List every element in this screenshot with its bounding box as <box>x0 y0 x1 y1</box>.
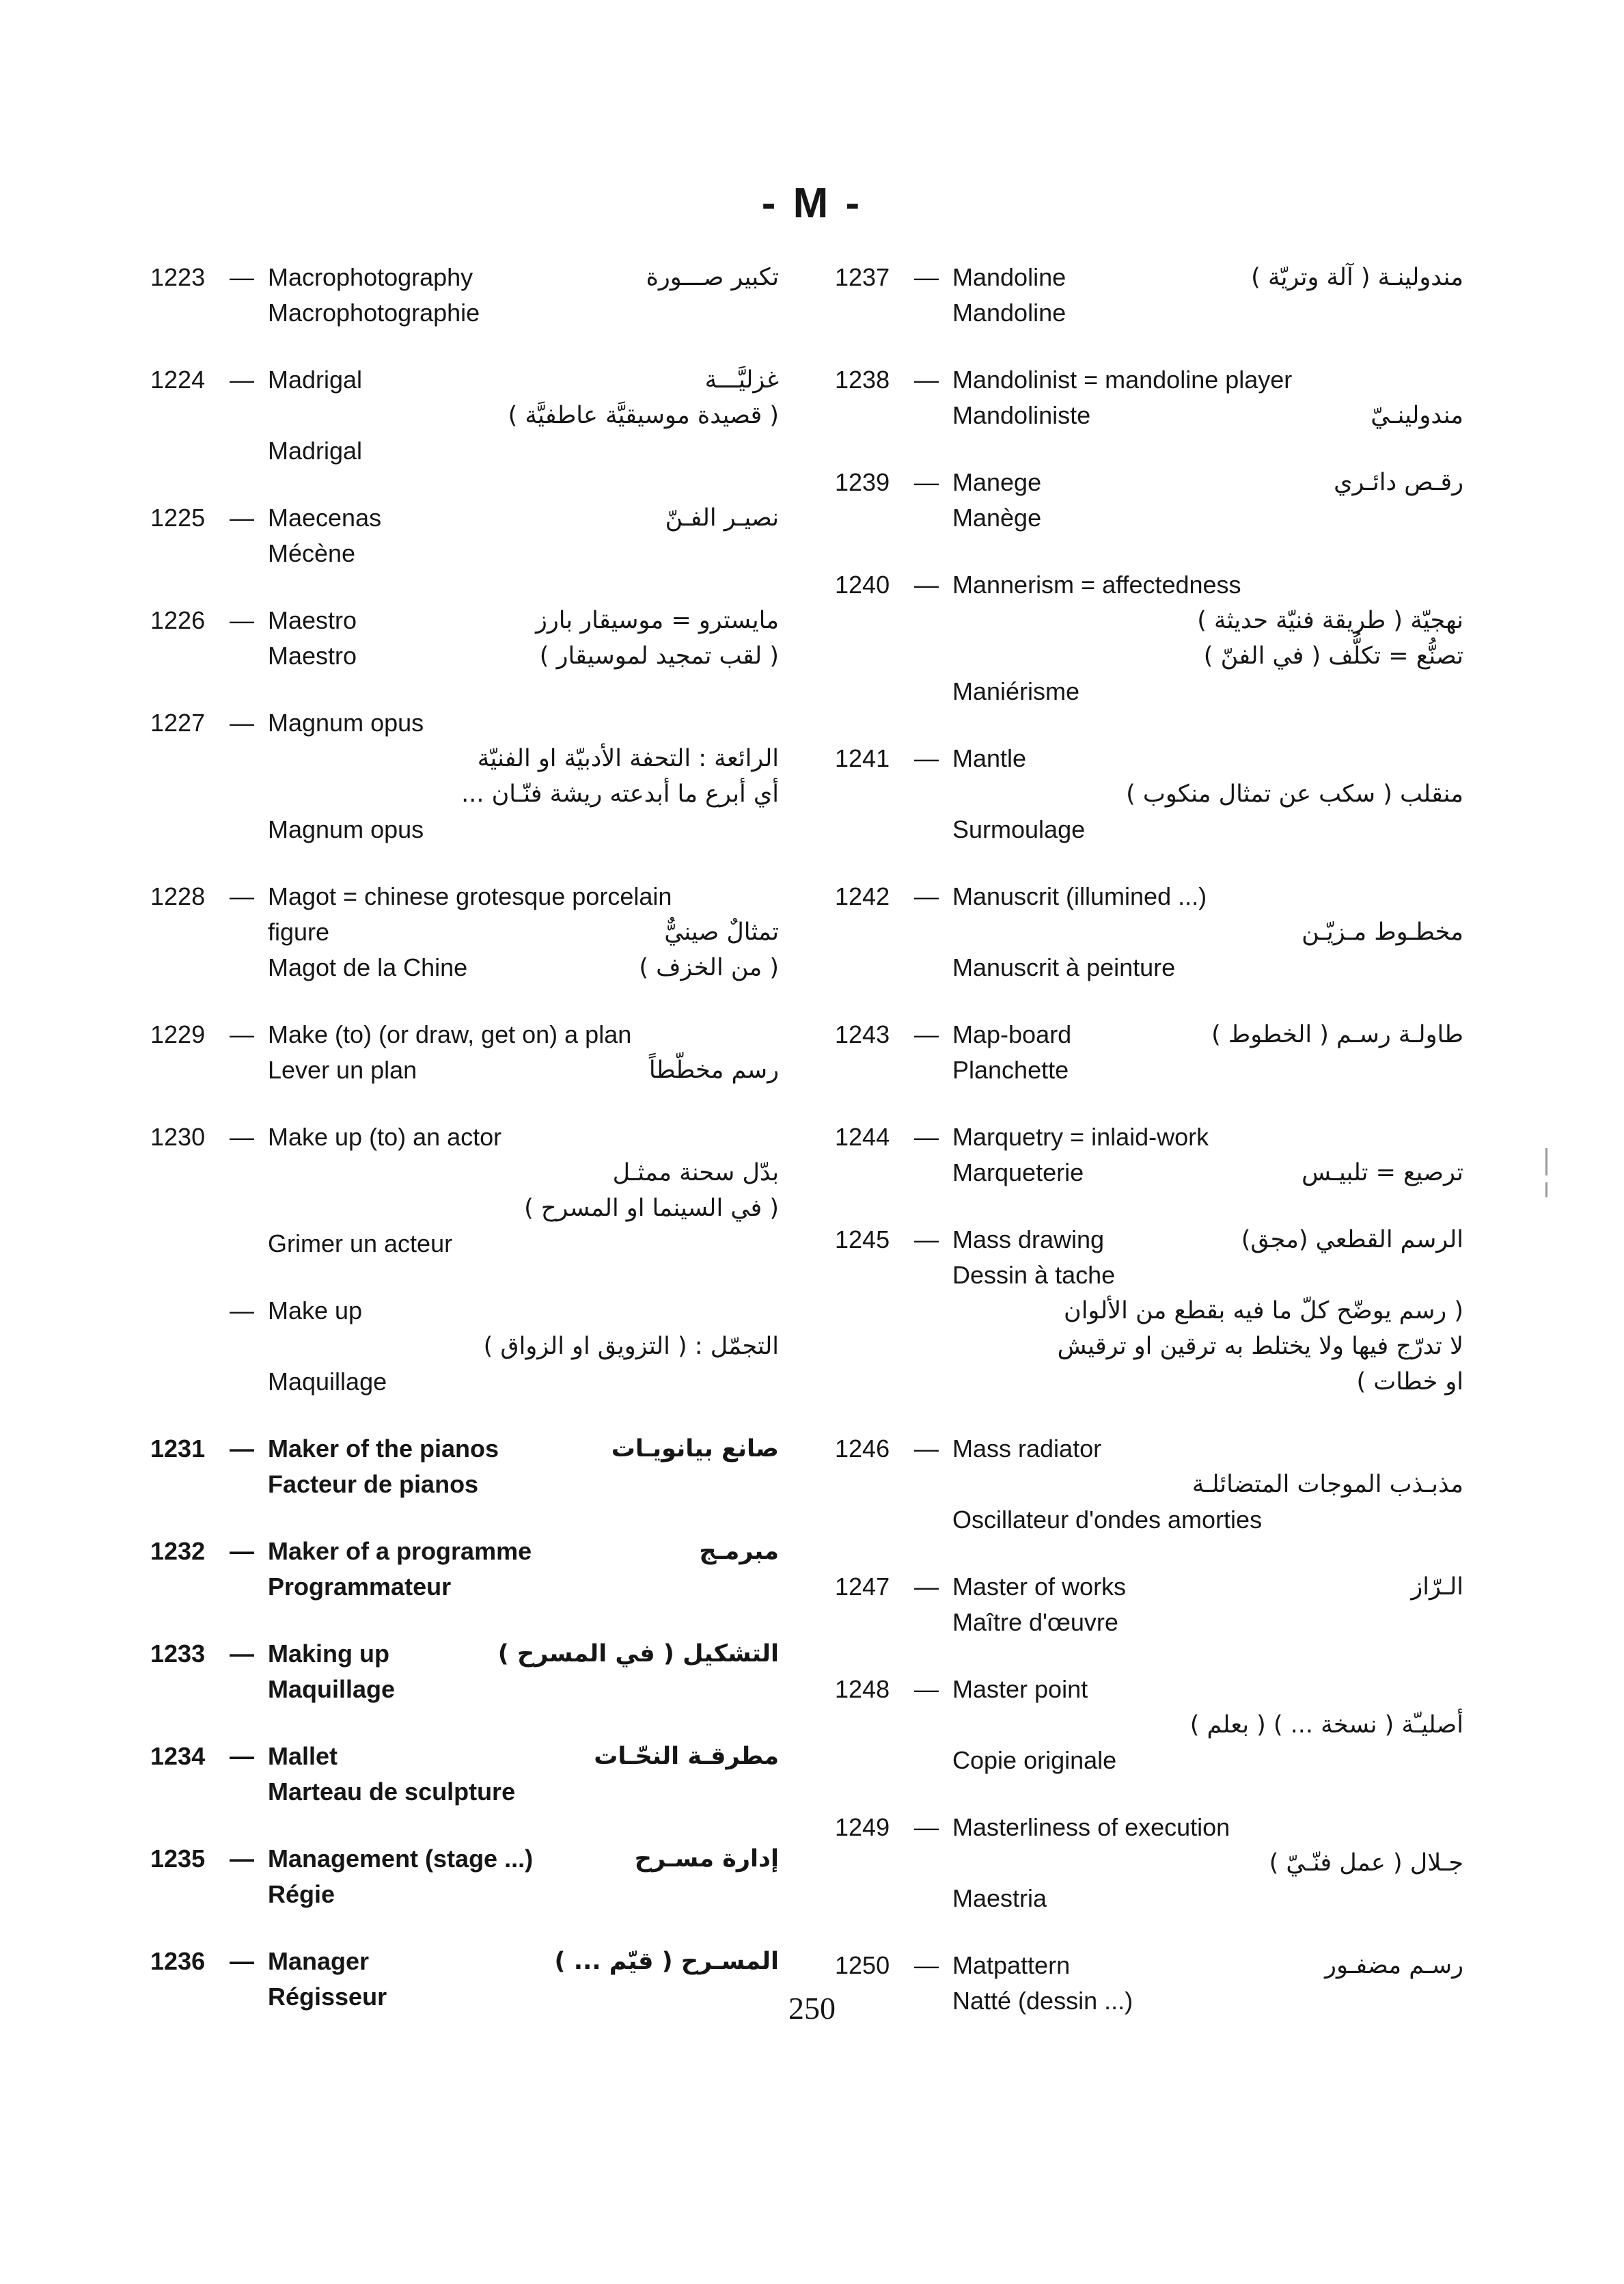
entry-line <box>835 741 1463 776</box>
entry-number: 1245 <box>835 1225 890 1253</box>
dictionary-entry <box>835 465 1463 536</box>
entry-line <box>150 1569 779 1605</box>
entry-translation: Oscillateur d'ondes amorties <box>952 1506 1263 1534</box>
dictionary-entry <box>150 1431 779 1502</box>
entry-term: Magnum opus <box>268 709 424 737</box>
entry-arabic: صانع بيانويـات <box>611 1435 779 1463</box>
entry-number: 1238 <box>835 366 890 394</box>
entry-term: Master of works <box>952 1573 1127 1601</box>
entry-number: 1223 <box>150 263 206 291</box>
entry-arabic: رقـص دائـري <box>1334 469 1463 496</box>
scan-mark <box>1545 1148 1547 1175</box>
entry-arabic: بدّل سحنة ممثـل <box>612 1159 779 1186</box>
entry-dash: — <box>914 1020 939 1048</box>
scan-mark <box>1545 1182 1547 1197</box>
entry-translation: Maestro <box>268 642 357 670</box>
right-column <box>835 260 1463 2050</box>
entry-translation: Copie originale <box>952 1746 1117 1774</box>
dictionary-entry <box>835 362 1463 433</box>
dictionary-entry <box>150 705 779 847</box>
entry-number: 1249 <box>835 1813 890 1841</box>
entry-arabic: غزليَّـــة <box>704 366 779 394</box>
entry-line <box>150 1431 779 1467</box>
entry-line <box>150 1364 779 1400</box>
entry-line <box>150 398 779 433</box>
entry-line <box>835 1119 1463 1155</box>
entry-dash: — <box>230 1435 254 1463</box>
dictionary-entry <box>835 879 1463 985</box>
entry-line <box>835 1052 1463 1088</box>
entry-number: 1239 <box>835 468 890 496</box>
entry-term: Mallet <box>268 1742 338 1770</box>
entry-dash: — <box>914 1435 939 1463</box>
entry-line <box>835 1707 1463 1743</box>
entry-line <box>835 1222 1463 1257</box>
entry-number: 1226 <box>150 606 206 634</box>
entry-dash: — <box>914 1675 939 1703</box>
entry-dash: — <box>914 366 939 394</box>
entry-line <box>150 1774 779 1810</box>
entry-term: Masterliness of execution <box>952 1813 1230 1841</box>
entry-arabic: ( قصيدة موسيقيَّة عاطفيَّة ) <box>508 402 779 429</box>
entry-line <box>150 1877 779 1912</box>
dictionary-entry <box>835 1672 1463 1778</box>
entry-arabic: تصنُّع = تكلُّف ( في الفنّ ) <box>1203 642 1463 670</box>
entry-arabic: الرسم القطعي (مجق) <box>1241 1226 1463 1253</box>
entry-arabic: مطرقـة النحّـات <box>594 1743 779 1770</box>
entry-line <box>835 567 1463 603</box>
entry-dash: — <box>230 1537 254 1565</box>
entry-arabic: المسـرح ( قيّم ... ) <box>554 1948 779 1975</box>
entry-number: 1242 <box>835 882 890 910</box>
dictionary-entry <box>150 1636 779 1707</box>
entry-line <box>835 500 1463 536</box>
section-letter-heading: - M - <box>761 180 863 227</box>
entry-line <box>150 776 779 812</box>
entry-number: 1243 <box>835 1020 890 1048</box>
entry-dash: — <box>230 504 254 532</box>
entry-dash: — <box>914 744 939 772</box>
entry-dash: — <box>914 263 939 291</box>
dictionary-entry <box>150 1293 779 1400</box>
entry-line <box>835 1017 1463 1052</box>
entry-line <box>835 465 1463 500</box>
entry-arabic: لا تدرّج فيها ولا يختلط به ترقين او ترقيش <box>1057 1333 1463 1360</box>
entry-line <box>150 879 779 914</box>
entry-dash: — <box>230 263 254 291</box>
entry-term: Maecenas <box>268 504 382 532</box>
entry-line <box>835 1672 1463 1707</box>
dictionary-entry <box>835 1017 1463 1088</box>
entry-term: Making up <box>268 1640 389 1668</box>
entry-line <box>150 1293 779 1329</box>
dictionary-entry <box>150 1841 779 1912</box>
entry-number: 1225 <box>150 504 206 532</box>
entry-dash: — <box>230 606 254 634</box>
entry-line <box>835 295 1463 331</box>
dictionary-entry <box>150 1119 779 1262</box>
entry-term: Manuscrit (illumined ...) <box>952 882 1207 910</box>
entry-line <box>835 260 1463 295</box>
entry-line <box>835 879 1463 914</box>
entry-arabic: طاولـة رسـم ( الخطوط ) <box>1211 1021 1463 1048</box>
entry-term: Manege <box>952 468 1042 496</box>
left-column <box>150 260 779 2046</box>
entry-line <box>150 500 779 536</box>
entry-dash: — <box>230 1947 254 1975</box>
entry-dash: — <box>230 1742 254 1770</box>
entry-arabic: رسـم مضفـور <box>1325 1952 1463 1979</box>
entry-arabic: إدارة مسـرح <box>634 1845 779 1873</box>
entry-dash: — <box>914 1123 939 1151</box>
entry-line <box>150 638 779 674</box>
dictionary-entry <box>150 362 779 469</box>
entry-term: Mandoline <box>952 263 1066 291</box>
dictionary-entry <box>835 260 1463 331</box>
entry-line <box>150 536 779 571</box>
entry-line <box>835 398 1463 433</box>
entry-number: 1228 <box>150 882 206 910</box>
entry-arabic: أي أبرع ما أبدعته ريشة فنّـان ... <box>461 780 779 808</box>
entry-term: Mass drawing <box>952 1225 1105 1253</box>
entry-dash: — <box>914 468 939 496</box>
entry-dash: — <box>230 882 254 910</box>
entry-translation: Maniérisme <box>952 677 1080 705</box>
entry-translation: Surmoulage <box>952 815 1086 843</box>
entry-number: 1231 <box>150 1435 206 1463</box>
entry-term: Macrophotography <box>268 263 473 291</box>
entry-term: Make up (to) an actor <box>268 1123 502 1151</box>
entry-arabic: مندولينـة ( آلة وتريّة ) <box>1251 264 1463 291</box>
entry-line <box>150 433 779 469</box>
entry-line <box>150 705 779 741</box>
entry-line <box>835 914 1463 950</box>
entry-translation: Maître d'œuvre <box>952 1608 1118 1636</box>
entry-line <box>835 362 1463 398</box>
entry-term: Maker of a programme <box>268 1537 532 1565</box>
entry-translation: Maquillage <box>268 1368 387 1396</box>
entry-arabic: ( في السينما او المسرح ) <box>524 1195 779 1222</box>
entry-line <box>835 1948 1463 1983</box>
entry-translation: Macrophotographie <box>268 299 480 327</box>
dictionary-entry <box>150 500 779 571</box>
entry-line <box>150 914 779 950</box>
entry-number: 1224 <box>150 366 206 394</box>
entry-line <box>835 1845 1463 1881</box>
entry-line <box>835 674 1463 709</box>
entry-dash: — <box>230 1845 254 1873</box>
entry-arabic: مخطـوط مـزيّـن <box>1302 919 1463 946</box>
entry-line <box>150 1636 779 1672</box>
entry-arabic: نصيـر الفـنّ <box>665 504 779 532</box>
dictionary-entry <box>835 741 1463 847</box>
entry-dash: — <box>230 1123 254 1151</box>
entry-translation: Régisseur <box>268 1983 387 2011</box>
entry-translation: Magot de la Chine <box>268 953 468 981</box>
entry-line <box>835 812 1463 847</box>
entry-line <box>835 603 1463 638</box>
entry-line <box>150 1191 779 1226</box>
entry-line <box>835 1881 1463 1916</box>
entry-arabic: تكبير صـــورة <box>646 264 779 291</box>
entry-line <box>150 1155 779 1191</box>
entry-term: Management (stage ...) <box>268 1845 534 1873</box>
entry-term: Maker of the pianos <box>268 1435 499 1463</box>
entry-dash: — <box>230 1020 254 1048</box>
dictionary-entry <box>835 1119 1463 1191</box>
entry-translation: Mandoliniste <box>952 401 1091 429</box>
entry-line <box>835 638 1463 674</box>
entry-line <box>835 1155 1463 1191</box>
entry-term: Madrigal <box>268 366 363 394</box>
entry-arabic: مبرمـج <box>699 1538 779 1565</box>
entry-line <box>150 362 779 398</box>
entry-number: 1233 <box>150 1640 206 1668</box>
entry-line <box>835 1605 1463 1640</box>
entry-dash: — <box>230 366 254 394</box>
entry-translation: figure <box>268 918 330 946</box>
entry-term: Mass radiator <box>952 1435 1102 1463</box>
entry-line <box>150 1944 779 1979</box>
entry-line <box>150 1739 779 1774</box>
entry-number: 1248 <box>835 1675 890 1703</box>
entry-number: 1234 <box>150 1742 206 1770</box>
entry-dash: — <box>914 1813 939 1841</box>
entry-number: 1235 <box>150 1845 206 1873</box>
entry-dash: — <box>230 709 254 737</box>
entry-translation: Mécène <box>268 539 356 567</box>
entry-term: Make up <box>268 1296 363 1324</box>
entry-number: 1230 <box>150 1123 206 1151</box>
entry-dash: — <box>230 1640 254 1668</box>
entry-line <box>835 1293 1463 1329</box>
entry-arabic: الرائعة : التحفة الأدبيّة او الفنيّة <box>477 745 779 772</box>
entry-arabic: مذبـذب الموجات المتضائلـة <box>1192 1471 1463 1498</box>
entry-arabic: رسم مخطّطاً <box>648 1057 779 1084</box>
entry-dash: — <box>914 882 939 910</box>
entry-number: 1250 <box>835 1951 890 1979</box>
dictionary-entry <box>150 1739 779 1810</box>
entry-line <box>835 1502 1463 1538</box>
entry-term: Manager <box>268 1947 370 1975</box>
entry-translation: Manège <box>952 504 1042 532</box>
entry-arabic: ( لقب تمجيد لموسيقار ) <box>539 642 779 670</box>
entry-term: Mandolinist = mandoline player <box>952 366 1293 394</box>
entry-number: 1247 <box>835 1573 890 1601</box>
entry-arabic: مايسترو = موسيقار بارز <box>535 607 779 634</box>
dictionary-entry <box>835 1222 1463 1400</box>
entry-dash: — <box>914 1573 939 1601</box>
dictionary-entry <box>150 260 779 331</box>
entry-line <box>150 1534 779 1569</box>
entry-arabic: جـلال ( عمل فنّـيّ ) <box>1269 1849 1463 1877</box>
entry-arabic: ( من الخزف ) <box>639 954 779 981</box>
entry-translation: Facteur de pianos <box>268 1470 479 1498</box>
entry-number: 1236 <box>150 1947 206 1975</box>
entry-translation: Régie <box>268 1880 335 1908</box>
entry-dash: — <box>914 1951 939 1979</box>
dictionary-entry <box>150 1017 779 1088</box>
dictionary-entry <box>835 1810 1463 1916</box>
entry-translation: Mandoline <box>952 299 1066 327</box>
dictionary-entry <box>150 603 779 674</box>
entry-line <box>835 1364 1463 1400</box>
entry-number: 1241 <box>835 744 890 772</box>
dictionary-entry <box>835 567 1463 709</box>
entry-line <box>150 812 779 847</box>
entry-line <box>150 1467 779 1502</box>
entry-line <box>150 1017 779 1052</box>
entry-term: Maestro <box>268 606 357 634</box>
entry-line <box>150 741 779 776</box>
entry-term: Marquetry = inlaid-work <box>952 1123 1209 1151</box>
entry-arabic: او خطات ) <box>1356 1368 1463 1396</box>
entry-line <box>150 950 779 985</box>
dictionary-entry <box>150 879 779 985</box>
entry-number: 1237 <box>835 263 890 291</box>
entry-line <box>150 1226 779 1262</box>
page-number: 250 <box>788 1991 836 2026</box>
entry-translation: Maestria <box>952 1884 1047 1912</box>
entry-line <box>150 1329 779 1364</box>
entry-line <box>150 1052 779 1088</box>
entry-term: Magot = chinese grotesque porcelain <box>268 882 672 910</box>
entry-translation: Programmateur <box>268 1573 452 1601</box>
entry-line <box>150 603 779 638</box>
dictionary-entry <box>835 1569 1463 1640</box>
entry-line <box>835 1467 1463 1502</box>
entry-line <box>150 1119 779 1155</box>
entry-dash: — <box>914 571 939 599</box>
entry-line <box>835 1743 1463 1778</box>
entry-translation: Manuscrit à peinture <box>952 953 1176 981</box>
entry-translation: Natté (dessin ...) <box>952 1987 1133 2015</box>
entry-arabic: ( رسم يوضّح كلّ ما فيه بقطع من الألوان <box>1064 1297 1463 1324</box>
dictionary-entry <box>150 1534 779 1605</box>
entry-translation: Lever un plan <box>268 1056 417 1084</box>
entry-number: 1227 <box>150 709 206 737</box>
entry-line <box>835 1569 1463 1605</box>
entry-term: Make (to) (or draw, get on) a plan <box>268 1020 632 1048</box>
entry-term: Mannerism = affectedness <box>952 571 1241 599</box>
entry-translation: Dessin à tache <box>952 1261 1116 1289</box>
entry-arabic: تمثالٌ صينيٌّ <box>664 919 779 946</box>
entry-term: Master point <box>952 1675 1088 1703</box>
entry-arabic: نهجيّة ( طريقة فنيّة حديثة ) <box>1197 607 1463 634</box>
entry-number: 1229 <box>150 1020 206 1048</box>
entry-term: Matpattern <box>952 1951 1071 1979</box>
entry-line <box>150 1672 779 1707</box>
entry-number: 1246 <box>835 1435 890 1463</box>
entry-arabic: منقلب ( سكب عن تمثال منكوب ) <box>1126 780 1463 808</box>
entry-number: 1232 <box>150 1537 206 1565</box>
entry-translation: Magnum opus <box>268 815 424 843</box>
entry-arabic: ترصيع = تلبيـس <box>1302 1159 1463 1186</box>
entry-dash: — <box>914 1225 939 1253</box>
entry-dash: — <box>230 1296 254 1324</box>
entry-line <box>150 295 779 331</box>
entry-translation: Maquillage <box>268 1675 396 1703</box>
entry-line <box>835 1810 1463 1845</box>
entry-translation: Madrigal <box>268 437 363 465</box>
entry-line <box>835 1329 1463 1364</box>
entry-translation: Planchette <box>952 1056 1069 1084</box>
entry-line <box>835 1257 1463 1293</box>
entry-translation: Marqueterie <box>952 1158 1084 1186</box>
entry-term: Map-board <box>952 1020 1072 1048</box>
entry-line <box>150 1841 779 1877</box>
entry-number: 1244 <box>835 1123 890 1151</box>
dictionary-entry <box>835 1431 1463 1538</box>
entry-term: Mantle <box>952 744 1027 772</box>
entry-number: 1240 <box>835 571 890 599</box>
entry-arabic: التجمّل : ( التزويق او الزواق ) <box>483 1333 779 1360</box>
entry-line <box>150 260 779 295</box>
entry-arabic: التشكيل ( في المسرح ) <box>497 1640 779 1668</box>
entry-line <box>835 950 1463 985</box>
entry-arabic: أصليـّة ( نسخة ... ) ( بعلم ) <box>1189 1711 1463 1739</box>
entry-line <box>835 776 1463 812</box>
entry-translation: Grimer un acteur <box>268 1229 453 1257</box>
entry-arabic: الـرّاز <box>1411 1573 1463 1601</box>
entry-translation: Marteau de sculpture <box>268 1778 516 1806</box>
entry-arabic: مندولينـيّ <box>1371 402 1463 429</box>
entry-line <box>835 1431 1463 1467</box>
